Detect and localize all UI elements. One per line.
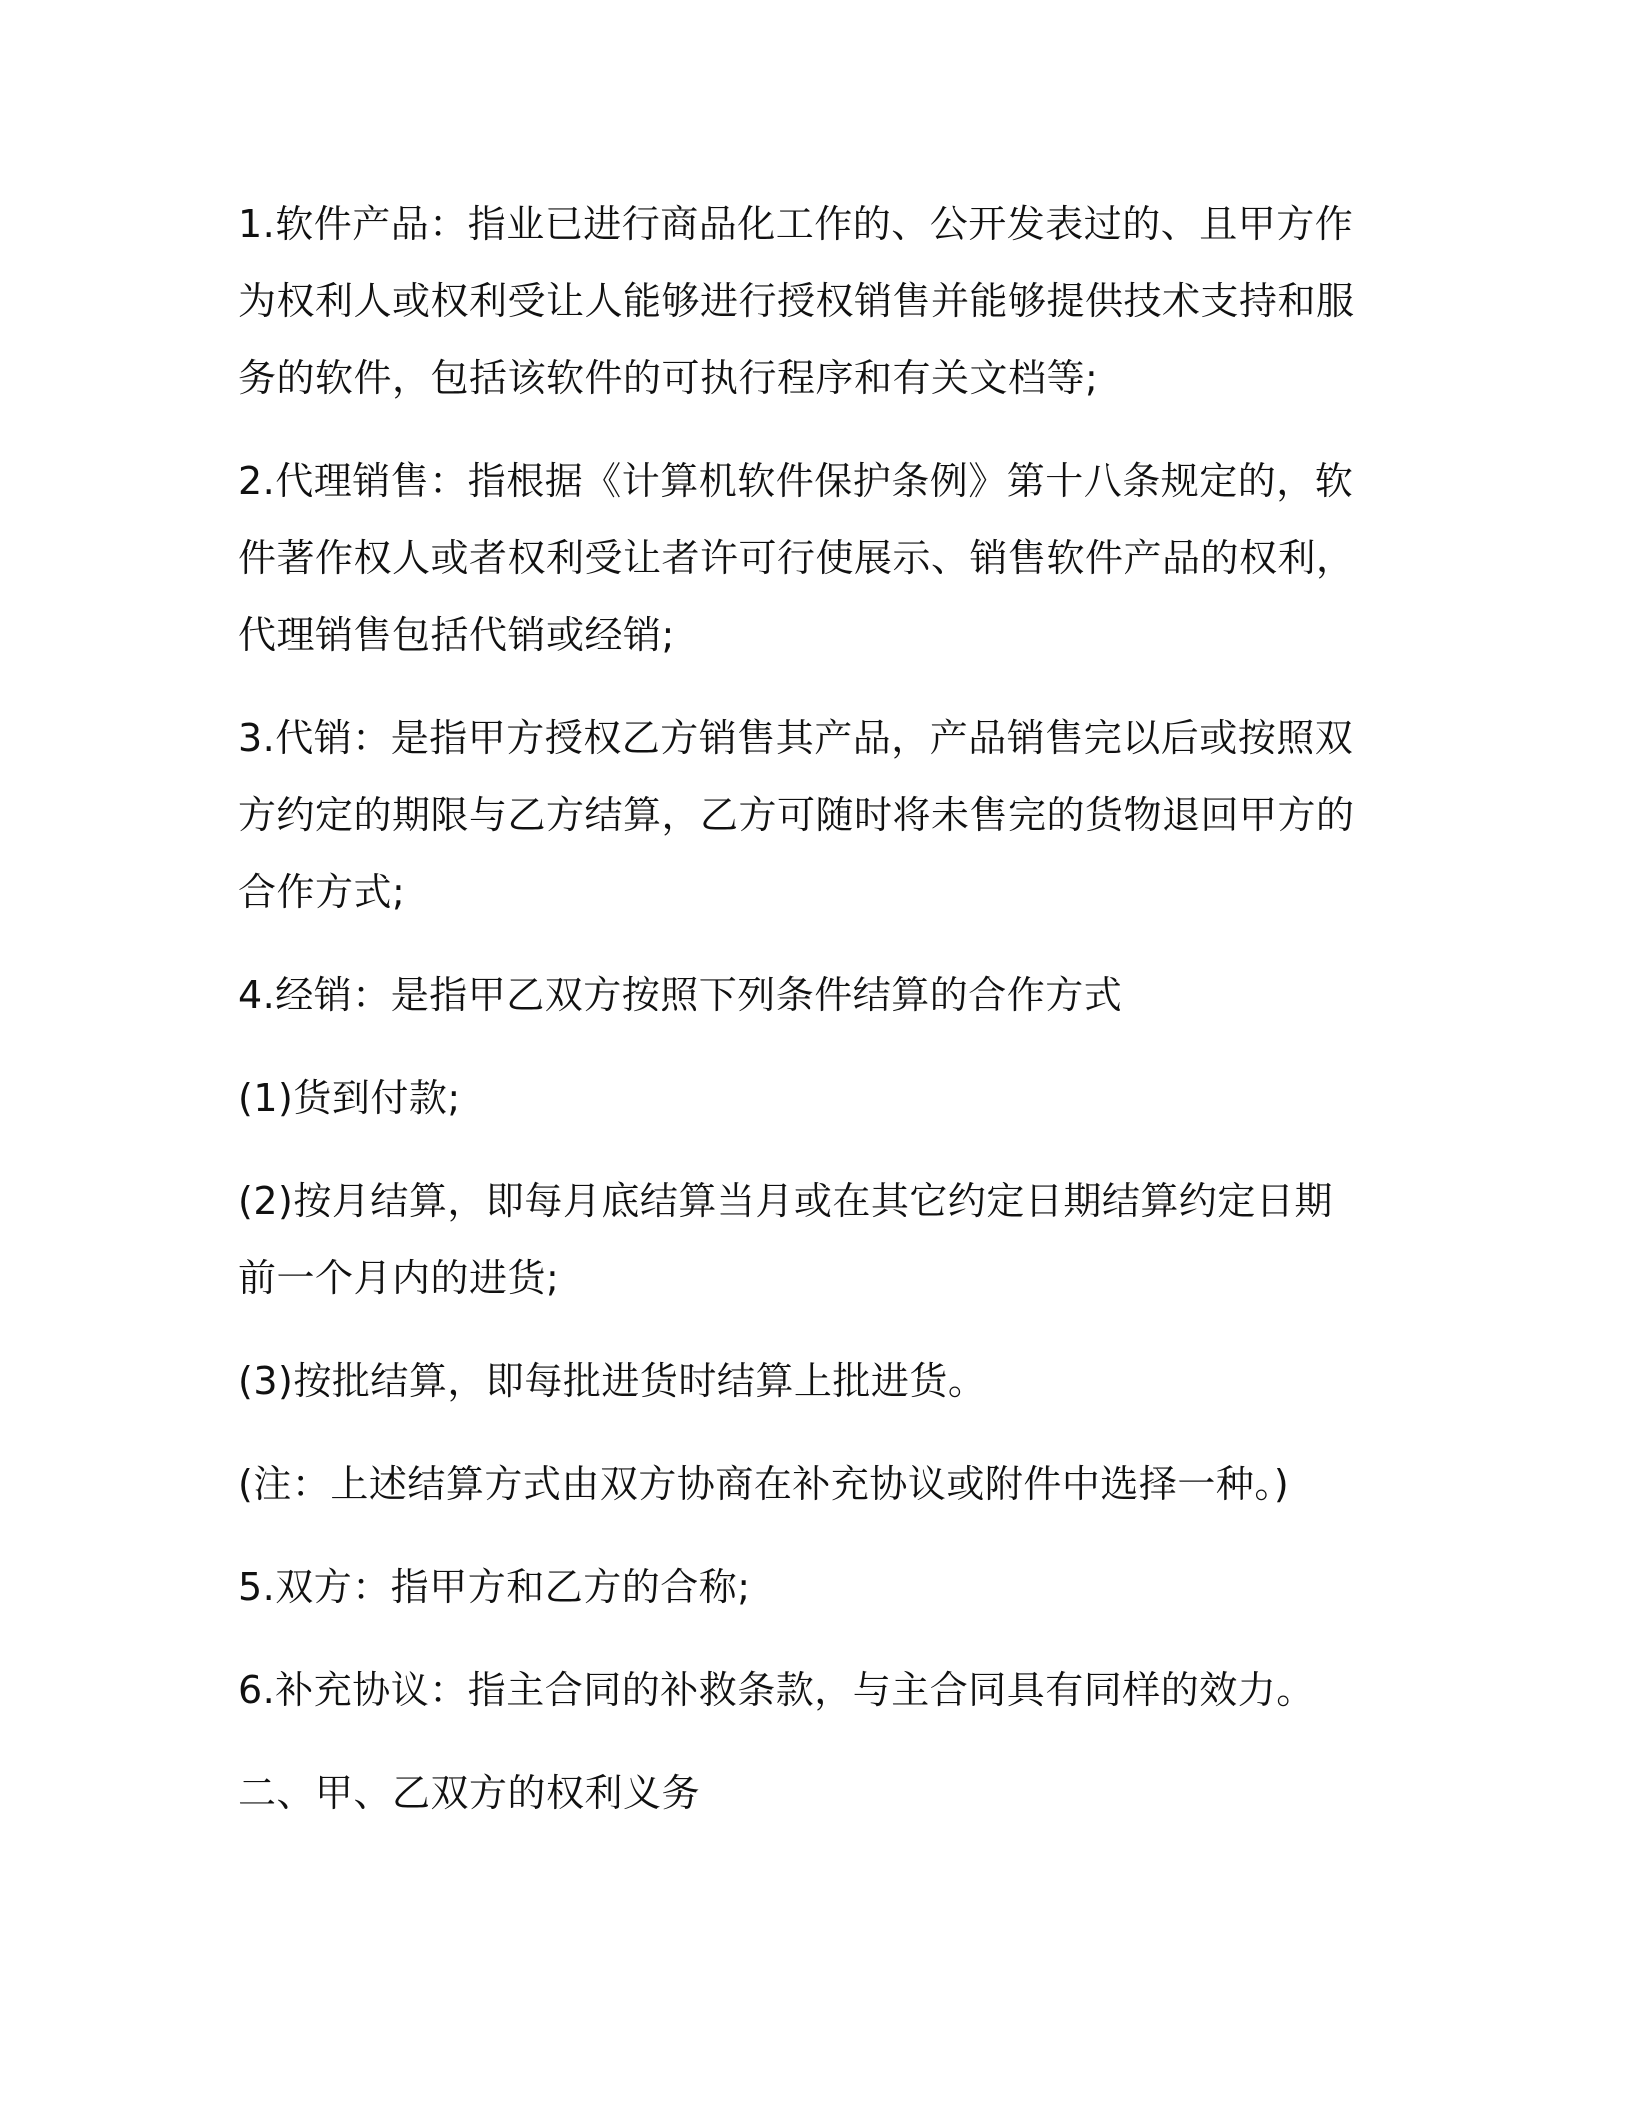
definition-distribution: 4.经销：是指甲乙双方按照下列条件结算的合作方式	[238, 973, 1123, 1017]
settlement-option-3: (3)按批结算，即每批进货时结算上批进货。	[238, 1359, 987, 1403]
definition-software-product: 1.软件产品：指业已进行商品化工作的、公开发表过的、且甲方作为权利人或权利受让人能够进行授权销售并能够提供技术支持和服务的软件，包括该软件的可执行程序和有关文档等;	[238, 202, 1355, 400]
definition-agency-sales: 2.代理销售：指根据《计算机软件保护条例》第十八条规定的，软件著作权人或者权利受让者许可行使展示、销售软件产品的权利，代理销售包括代销或经销;	[238, 459, 1355, 657]
section-heading-rights-obligations: 二、甲、乙双方的权利义务	[238, 1771, 701, 1815]
settlement-note: (注：上述结算方式由双方协商在补充协议或附件中选择一种。)	[238, 1462, 1290, 1506]
settlement-option-1: (1)货到付款;	[238, 1076, 461, 1120]
settlement-option-2: (2)按月结算，即每月底结算当月或在其它约定日期结算约定日期前一个月内的进货;	[238, 1179, 1333, 1300]
definition-supplementary-agreement: 6.补充协议：指主合同的补救条款，与主合同具有同样的效力。	[238, 1668, 1315, 1712]
definition-both-parties: 5.双方：指甲方和乙方的合称;	[238, 1565, 751, 1609]
definition-consignment: 3.代销：是指甲方授权乙方销售其产品，产品销售完以后或按照双方约定的期限与乙方结算，乙方可随时将未售完的货物退回甲方的合作方式;	[238, 716, 1355, 914]
document-body	[238, 186, 1366, 1858]
